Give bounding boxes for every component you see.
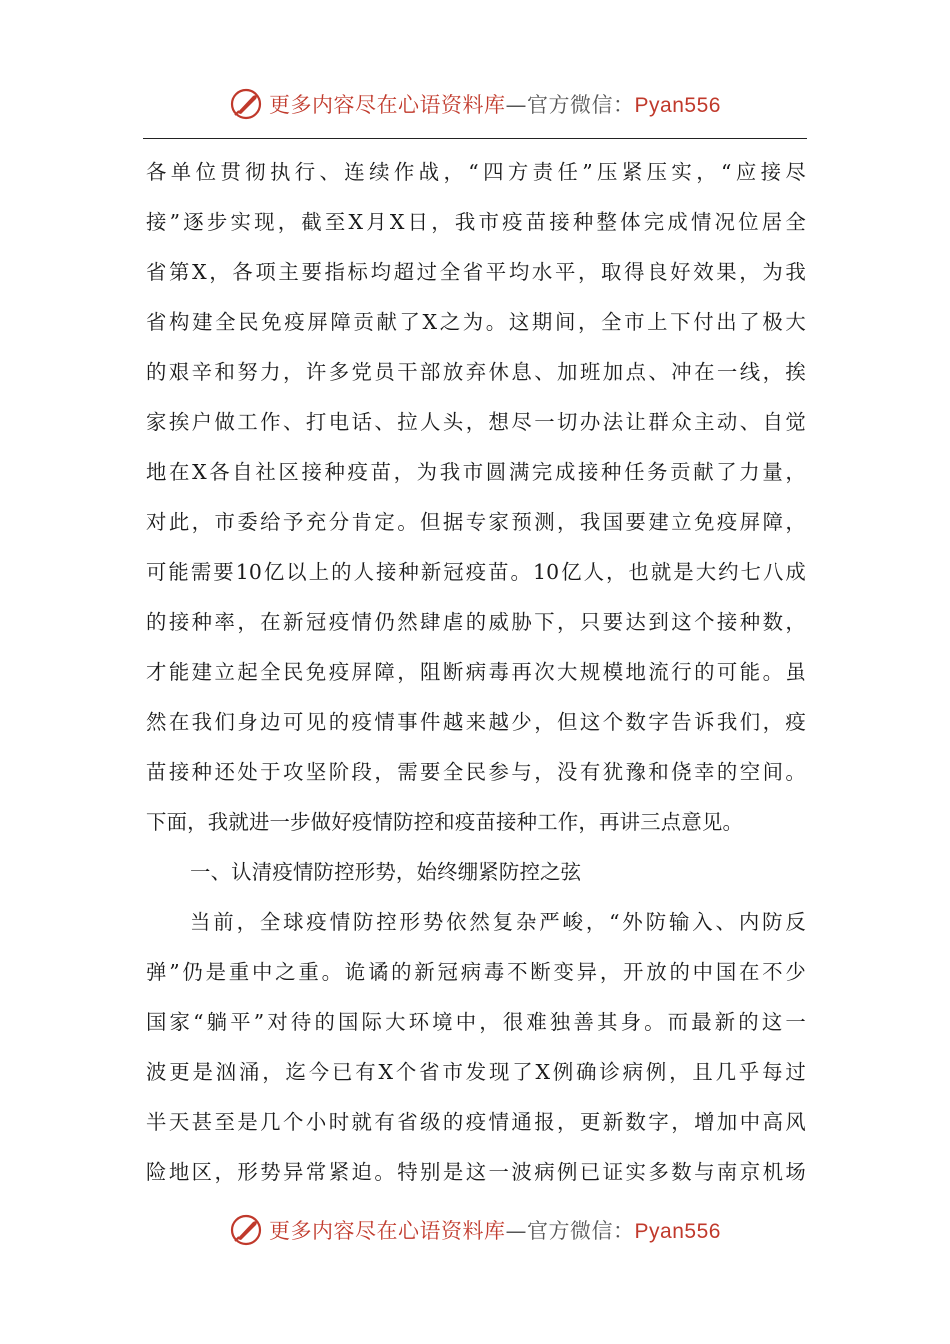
banner-main-text: 更多内容尽在心语资料库 bbox=[269, 1219, 506, 1243]
text-line: 国家“躺平”对待的国际大环境中，很难独善其身。而最新的这一 bbox=[146, 1010, 806, 1034]
header-watermark-banner bbox=[0, 82, 950, 126]
text-line: 然在我们身边可见的疫情事件越来越少，但这个数字告诉我们，疫 bbox=[146, 710, 806, 734]
document-body bbox=[146, 147, 806, 1197]
text-line: 省第X，各项主要指标均超过全省平均水平，取得良好效果，为我 bbox=[146, 260, 806, 284]
text-line: 的接种率，在新冠疫情仍然肆虐的威胁下，只要达到这个接种数， bbox=[146, 610, 806, 634]
section-heading: 一、认清疫情防控形势，始终绷紧防控之弦 bbox=[190, 860, 582, 884]
banner-label: 官方微信： bbox=[527, 1219, 635, 1243]
text-line: 对此，市委给予充分肯定。但据专家预测，我国要建立免疫屏障， bbox=[146, 510, 806, 534]
text-line: 波更是汹涌，迄今已有X个省市发现了X例确诊病例，且几乎每过 bbox=[146, 1060, 806, 1084]
text-line: 家挨户做工作、打电话、拉人头，想尽一切办法让群众主动、自觉 bbox=[146, 410, 806, 434]
banner-text bbox=[269, 1215, 721, 1245]
banner-text bbox=[269, 89, 721, 119]
text-line: 险地区，形势异常紧迫。特别是这一波病例已证实多数与南京机场 bbox=[146, 1160, 806, 1184]
text-line: 才能建立起全民免疫屏障，阻断病毒再次大规模地流行的可能。虽 bbox=[146, 660, 806, 684]
banner-label: 官方微信： bbox=[527, 93, 635, 117]
banner-dash: — bbox=[505, 93, 528, 117]
text-line: 可能需要10亿以上的人接种新冠疫苗。10亿人，也就是大约七八成 bbox=[146, 560, 806, 584]
quill-logo-icon bbox=[229, 1213, 263, 1247]
text-line: 各单位贯彻执行、连续作战，“四方责任”压紧压实，“应接尽 bbox=[146, 160, 806, 184]
header-divider bbox=[143, 138, 807, 139]
quill-logo-icon bbox=[229, 87, 263, 121]
banner-main-text: 更多内容尽在心语资料库 bbox=[269, 93, 506, 117]
text-line: 地在X各自社区接种疫苗，为我市圆满完成接种任务贡献了力量， bbox=[146, 460, 806, 484]
banner-wechat-id: Pyan556 bbox=[634, 94, 721, 117]
text-line: 当前，全球疫情防控形势依然复杂严峻，“外防输入、内防反 bbox=[190, 910, 806, 934]
text-line: 接”逐步实现，截至X月X日，我市疫苗接种整体完成情况位居全 bbox=[146, 210, 806, 234]
banner-dash: — bbox=[505, 1219, 528, 1243]
text-line: 省构建全民免疫屏障贡献了X之为。这期间，全市上下付出了极大 bbox=[146, 310, 806, 334]
text-line: 苗接种还处于攻坚阶段，需要全民参与，没有犹豫和侥幸的空间。 bbox=[146, 760, 806, 784]
banner-wechat-id: Pyan556 bbox=[634, 1220, 721, 1243]
text-line: 下面，我就进一步做好疫情防控和疫苗接种工作，再讲三点意见。 bbox=[146, 810, 744, 834]
footer-watermark-banner bbox=[0, 1208, 950, 1252]
text-line: 半天甚至是几个小时就有省级的疫情通报，更新数字，增加中高风 bbox=[146, 1110, 806, 1134]
text-line: 的艰辛和努力，许多党员干部放弃休息、加班加点、冲在一线，挨 bbox=[146, 360, 806, 384]
text-line: 弹”仍是重中之重。诡谲的新冠病毒不断变异，开放的中国在不少 bbox=[146, 960, 806, 984]
